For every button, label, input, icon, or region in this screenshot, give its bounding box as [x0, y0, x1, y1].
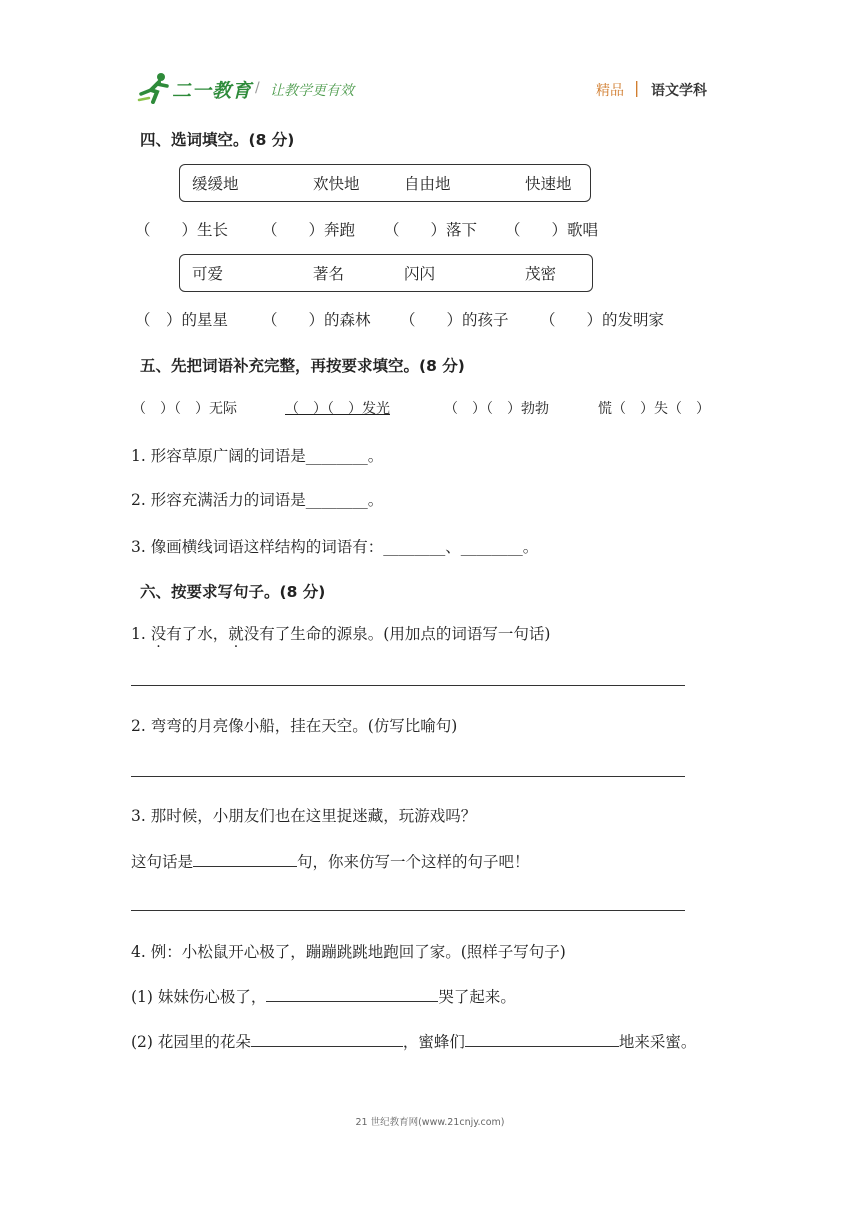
blank-underline[interactable] [465, 1032, 619, 1047]
dotted-char: 就 [228, 625, 244, 643]
slogan-separator: / [255, 80, 260, 96]
word-box-2-item: 闪闪 [404, 265, 436, 283]
word-box-2-item: 茂密 [525, 265, 557, 283]
dotted-char: 没 [150, 625, 167, 643]
fill-blank[interactable]: （ ）的发明家 [540, 311, 665, 329]
word-box-2-item: 可爱 [192, 265, 224, 283]
word-box-2-item: 著名 [313, 265, 345, 283]
answer-line[interactable] [131, 685, 685, 686]
blank-underline[interactable] [193, 852, 297, 867]
sentence-6-4-2-suffix: 地来采蜜。 [618, 1033, 697, 1051]
footer: 21 世纪教育网(www.21cnjy.com) [355, 1117, 505, 1128]
sentence-6-1-number: 1. [131, 625, 151, 643]
section6-title: 六、按要求写句子。(8 分) [140, 583, 326, 601]
brand-separator: | [634, 78, 640, 97]
brand-label-subject: 语文学科 [651, 83, 707, 99]
section4-title: 四、选词填空。(8 分) [140, 131, 295, 149]
sentence-6-4-1 [131, 985, 516, 1007]
answer-line[interactable] [131, 776, 685, 777]
fill-blank[interactable]: （ ）的森林 [262, 311, 371, 329]
sentence-6-4-2-mid: ，蜜蜂们 [402, 1033, 465, 1051]
fill-blank[interactable]: （ ）的孩子 [400, 311, 509, 329]
fill-blank[interactable]: （ ）生长 [135, 221, 229, 239]
idiom-blank[interactable]: 慌（ ）失（ ） [598, 401, 710, 417]
fill-blank[interactable]: （ ）落下 [384, 221, 478, 239]
logo-runner-icon [137, 72, 173, 104]
sentence-6-2: 2. 弯弯的月亮像小船，挂在天空。(仿写比喻句) [131, 717, 458, 735]
sentence-6-4: 4. 例：小松鼠开心极了，蹦蹦跳跳地跑回了家。(照样子写句子) [131, 943, 566, 961]
sentence-6-3-prefix: 这句话是 [131, 853, 194, 871]
fill-blank[interactable]: （ ）的星星 [135, 311, 229, 329]
sentence-6-1-rest: 没有了生命的源泉。(用加点的词语写一句话) [243, 625, 551, 643]
blank-underline[interactable] [266, 987, 438, 1002]
sentence-6-4-1-prefix: (1) 妹妹伤心极了， [131, 988, 267, 1006]
question-5-3: 3. 像画横线词语这样结构的词语有：________、________。 [131, 538, 539, 556]
sentence-6-1 [131, 622, 550, 644]
question-5-2: 2. 形容充满活力的词语是________。 [131, 491, 384, 509]
sentence-6-3-suffix: 句，你来仿写一个这样的句子吧！ [297, 853, 530, 871]
question-5-1: 1. 形容草原广阔的词语是________。 [131, 447, 384, 465]
answer-line[interactable] [131, 910, 685, 911]
word-box-1-item: 自由地 [404, 175, 451, 193]
word-box-1-item: 欢快地 [313, 175, 360, 193]
idiom-blank[interactable]: （ ）（ ）无际 [132, 401, 237, 417]
sentence-6-1-part: 有了水， [166, 625, 229, 643]
sentence-6-4-1-suffix: 哭了起来。 [438, 988, 516, 1006]
slogan: 让教学更有效 [270, 83, 354, 99]
word-box-1-item: 缓缓地 [192, 175, 239, 193]
idiom-blank-underlined[interactable]: （ ）（ ）发光 [285, 401, 390, 417]
sentence-6-4-2 [131, 1030, 696, 1052]
sentence-6-4-2-prefix: (2) 花园里的花朵 [131, 1033, 251, 1051]
logo-text: 二一教育 [172, 80, 253, 102]
section5-title: 五、先把词语补充完整，再按要求填空。(8 分) [140, 357, 465, 375]
fill-blank[interactable]: （ ）奔跑 [262, 221, 356, 239]
sentence-6-3-prompt [131, 850, 530, 872]
brand-label-premium: 精品 [596, 83, 624, 99]
fill-blank[interactable]: （ ）歌唱 [505, 221, 599, 239]
word-box-1-item: 快速地 [525, 175, 572, 193]
sentence-6-3: 3. 那时候，小朋友们也在这里捉迷藏，玩游戏吗？ [131, 807, 477, 825]
blank-underline[interactable] [251, 1032, 403, 1047]
idiom-blank[interactable]: （ ）（ ）勃勃 [444, 401, 549, 417]
